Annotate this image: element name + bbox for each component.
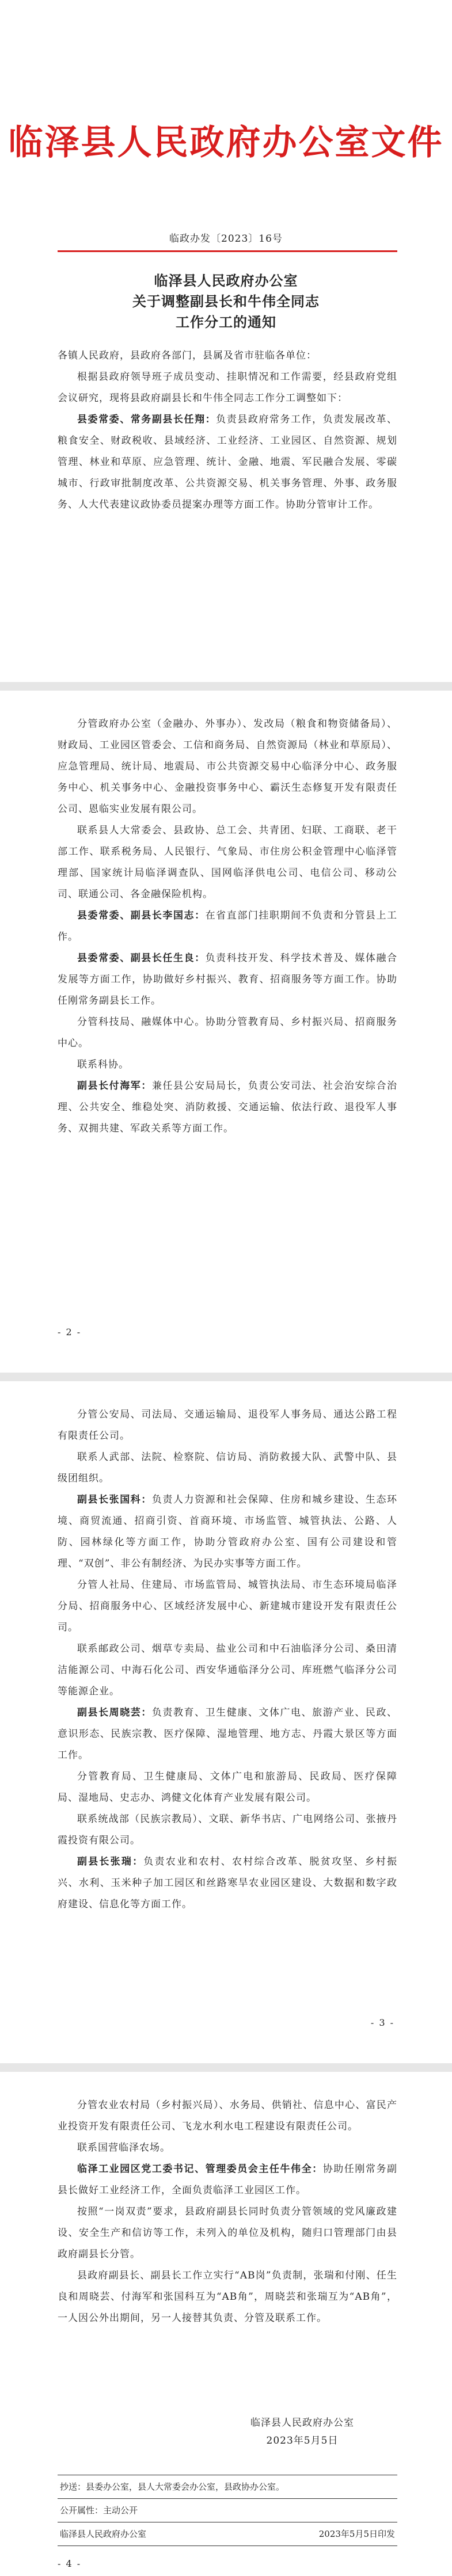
footer-org: 临泽县人民政府办公室 [60,2529,147,2539]
notice-title-line: 工作分工的通知 [176,314,276,330]
section-paragraph: 分管人社局、住建局、市场监管局、城管执法局、市生态环境局临泽分局、招商服务中心、区域经济发展中心、新建城市建设开发有限责任公司。 [58,1579,397,1633]
red-divider-line [58,250,397,252]
cc-label: 抄送：县委办公室，县人大常委会办公室，县政协办公室。 [60,2482,285,2492]
signature-org: 临泽县人民政府办公室 [250,2417,354,2429]
document-number: 临政办发〔2023〕16号 [169,233,283,245]
section-label: 县委常委、常务副县长任翔： [77,414,216,425]
section-text: 在省直部门挂职期间不负责和分管县上工作。 [58,910,398,943]
body-page-3 [58,1404,397,1915]
signature-block [250,2414,354,2447]
section-paragraph: 分管教育局、卫生健康局、文体广电和旅游局、民政局、医疗保障局、湿地局、史志办、鸿健文化体育产业发展有限公司。 [58,1771,397,1804]
page-2 [0,691,452,1373]
page-number: - 4 - [58,2558,82,2569]
public-attr: 公开属性：主动公开 [60,2505,138,2516]
section-paragraph: 分管科技局、融媒体中心。协助分管教育局、乡村振兴局、招商服务中心。 [58,1016,397,1049]
page-number: - 3 - [370,2017,394,2028]
section-text: 负责县政府常务工作，负责发展改革、粮食安全、财政税收、县域经济、工业经济、工业园区、自然资源、规划管理、林业和草原、应急管理、统计、金融、地震、军民融合发展、零碳城市、行政审批制度改革、公共资源交易、机关事务管理、外事、政务服务、人大代表建议政协委员提案办理等方面工作。协助分管审计工作。 [58,414,397,510]
section-text: 协助任刚常务副县长做好工业经济工作，全面负责临泽工业园区工作。 [58,2163,398,2196]
section-label: 副县长张瑞： [77,1856,144,1868]
section-paragraph: 联系邮政公司、烟草专卖局、盐业公司和中石油临泽分公司、桑田清洁能源公司、中海石化公司、西安华通临泽分公司、库班燃气临泽分公司等能源企业。 [58,1643,397,1697]
page-1 [0,0,452,682]
page-gap [0,682,452,691]
section-paragraph: 联系科协。 [77,1059,129,1070]
section-paragraph [58,1489,397,1575]
section-text: 负责教育、卫生健康、文体广电、旅游产业、民政、意识形态、民族宗教、医疗保障、湿地管理、地方志、丹霞大景区等方面工作。 [58,1707,398,1761]
section-label: 县委常委、副县长任生良： [77,952,206,964]
section-paragraph: 分管政府办公室（金融办、外事办）、发改局（粮食和物资储备局）、财政局、工业园区管委会、工信和商务局、自然资源局（林业和草原局）、应急管理局、统计局、地震局、市公共资源交易中心临泽分中心、政务服务中心、机关事务中心、金融投资事务中心、霸沃生态修复开发有限责任公司、恩临实业发展有限公司。 [58,718,397,815]
body-page-4 [58,2095,397,2329]
notice-title-line: 临泽县人民政府办公室 [154,272,298,289]
section-paragraph [58,948,397,1012]
notice-title-line: 关于调整副县长和牛伟全同志 [132,293,320,310]
intro-paragraph: 根据县政府领导班子成员变动、挂职情况和工作需要，经县政府党组会议研究，现将县政府副县长和牛伟全同志工作分工调整如下： [58,371,397,404]
section-paragraph: 分管农业农村局（乡村振兴局）、水务局、供销社、信息中心、富民产业投资开发有限责任公司、飞龙水利水电工程建设有限责任公司。 [58,2099,397,2132]
signature-date: 2023年5月5日 [266,2435,339,2447]
section-label: 副县长付海军： [77,1080,152,1092]
section-label: 县委常委、副县长李国志： [77,910,206,921]
section-label: 副县长周晓芸： [77,1707,152,1718]
footer-row [58,2522,397,2546]
section-paragraph: 联系统战部（民族宗教局）、文联、新华书店、广电网络公司、张掖丹霞投资有限公司。 [58,1813,397,1846]
section-paragraph [58,2159,397,2201]
section-paragraph: 分管公安局、司法局、交通运输局、退役军人事务局、通达公路工程有限责任公司。 [58,1409,397,1442]
document-header-title: 临泽县人民政府办公室文件 [8,123,444,163]
section-label: 副县长张国科： [77,1494,152,1506]
section-paragraph [58,1702,397,1766]
page-number: - 2 - [58,1327,82,1337]
section-paragraph: 县政府副县长、副县长工作立实行“AB岗”负责制，张瑞和付刚、任生良和周晓芸、付海军和张国科互为“AB角”，周晓芸和张瑞互为“AB角”，一人因公外出期间，另一人接替其负责、分管及联系工作。 [58,2270,397,2324]
page-3 [0,1381,452,2063]
section-label: 临泽工业园区党工委书记、管理委员会主任牛伟全： [77,2163,323,2175]
page-gap [0,1373,452,1381]
section-paragraph: 联系人武部、法院、检察院、信访局、消防救援大队、武警中队、县级团组织。 [58,1451,397,1484]
cc-table [58,2475,397,2546]
body-page-1 [58,345,397,516]
section-paragraph [58,1076,397,1140]
section-paragraph [58,905,397,948]
page-gap [0,2063,452,2072]
footer-date: 2023年5月5日印发 [318,2529,395,2539]
section-paragraph [58,1851,397,1915]
section-text: 负责农业和农村、农村综合改革、脱贫攻坚、乡村振兴、水利、玉米种子加工园区和丝路寒旱农业园区建设、大数据和数字政府建设、信息化等方面工作。 [58,1856,398,1910]
section-paragraph: 联系国营临泽农场。 [77,2142,170,2154]
section-paragraph [58,409,397,516]
notice-title [0,270,452,333]
section-text: 负责科技开发、科学技术普及、媒体融合发展等方面工作，协助做好乡村振兴、教育、招商服务等方面工作。协助任刚常务副县长工作。 [58,952,398,1007]
body-page-2 [58,714,397,1140]
section-text: 负责人力资源和社会保障、住房和城乡建设、生态环境、商贸流通、招商引资、首商环境、市场监管、城管执法、公路、人防、园林绿化等方面工作，协助分管政府办公室、国有公司建设和管理、“双创”、非公有制经济、为民办实事等方面工作。 [58,1494,398,1569]
cc-row [58,2475,397,2499]
section-paragraph: 按照“一岗双责”要求，县政府副县长同时负责分管领域的党风廉政建设、安全生产和信访等工作，未列入的单位及机构，随归口管理部门由县政府副县长分管。 [58,2206,397,2260]
public-attr-row [58,2499,397,2522]
addressee: 各镇人民政府，县政府各部门，县属及省市驻临各单位： [58,350,317,361]
section-paragraph: 联系县人大常委会、县政协、总工会、共青团、妇联、工商联、老干部工作、联系税务局、人民银行、气象局、市住房公积金管理中心临泽管理部、国家统计局临泽调查队、国网临泽供电公司、电信公司、移动公司、联通公司、各金融保险机构。 [58,825,397,900]
section-text: 兼任县公安局局长，负责公安司法、社会治安综合治理、公共安全、维稳处突、消防救援、交通运输、依法行政、退役军人事务、双拥共建、军政关系等方面工作。 [58,1080,398,1134]
